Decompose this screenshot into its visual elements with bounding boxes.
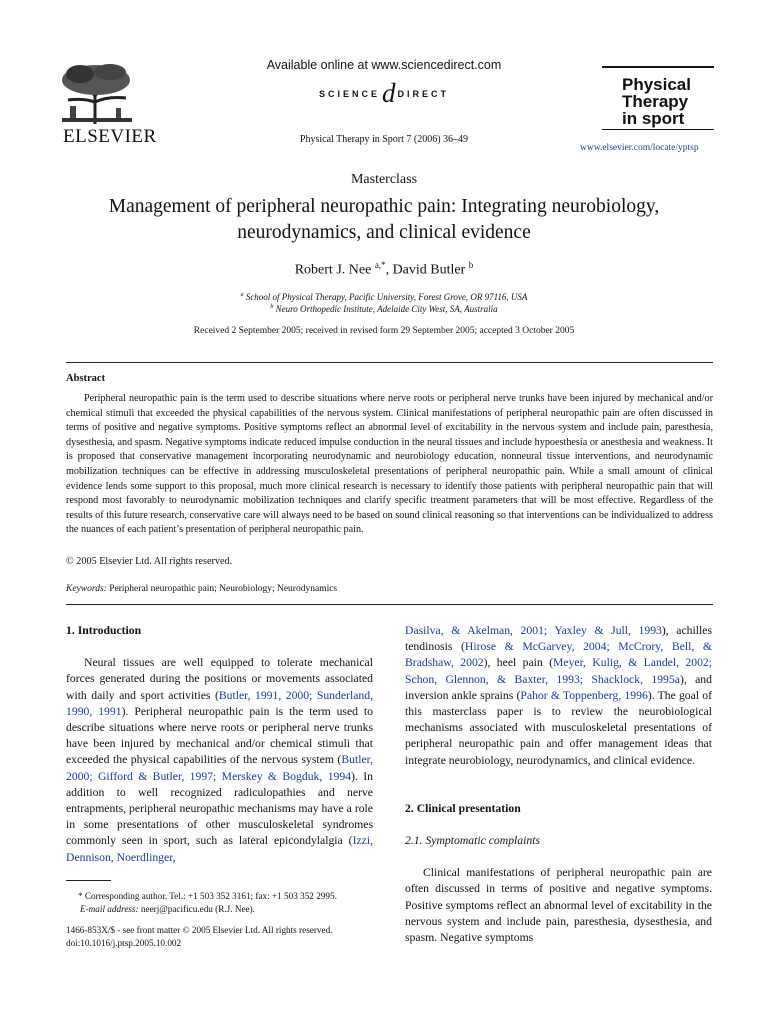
corresponding-star[interactable]: * [381, 260, 386, 270]
front-matter: 1466-853X/$ - see front matter © 2005 Elsevier Ltd. All rights reserved. [66, 925, 333, 935]
section-type: Masterclass [350, 172, 418, 187]
journal-reference: Physical Therapy in Sport 7 (2006) 36–49 [299, 134, 469, 145]
left-column [66, 623, 373, 866]
right-column [405, 623, 712, 946]
sd-mark-icon: d [382, 78, 396, 108]
footnote-email: E-mail address: neerj@pacificu.edu (R.J. Nee). [80, 904, 255, 914]
abstract-body: Peripheral neuropathic pain is the term used to describe situations where nerve roots or peripheral nerve trunks have been injured by mechanical and/or chemical stimuli that exceeded the physical capabilities of the nervous system. Clinical manifestations of peripheral neuropathic pain are often discussed in terms of positive and negative symptoms. Positive symptoms reflect an abnormal level of excitability in the nervous system and include pain, paresthesia, dysesthesia, and spasm. Negative symptoms indicate reduced impulse conduction in the neural tissues and include hypoesthesia or anesthesia and weakness. It is proposed that conservative management incorporating neurodynamic and neurobiology education, nonneural tissue interventions, and neurodynamic mobilization techniques can be effective in addressing musculoskeletal presentations of peripheral neuropathic pain. While a small amount of clinical evidence lends some support to this proposal, much more clinical research is necessary to identify those patients with peripheral neuropathic pain that will respond most favorably to neurodynamic mobilization techniques and clarify specific treatment parameters that will be most effective. Regardless of the results of this future research, conservative care will always need to be based on sound clinical reasoning so that interventions can be individualized to address the nuances of each patient’s presentation of peripheral neuropathic pain. [66, 393, 713, 536]
author-name: , David Butler [385, 262, 466, 278]
keywords [66, 584, 337, 594]
paragraph: Dasilva, & Akelman, 2001; Yaxley & Jull, 1993), achilles tendinosis (Hirose & McGarvey, 2004; McCrory, Bell, & Bradshaw, 2002), heel pain (Meyer, Kulig, & Landel, 2002; Schon, Glennon, & Baxter, 1993; Shacklock, 1995a), and inversion ankle sprains (Pahor & Toppenberg, 1996). The goal of this masterclass paper is to review the neurobiological mechanisms associated with musculoskeletal presentations of peripheral neuropathic pain and offer management ideas that integrate neurobiology, neurodynamics, and clinical evidence. [405, 624, 713, 767]
author-affil-sup: b [468, 260, 474, 270]
journal-title [622, 76, 712, 127]
section-heading-clinical-presentation: 2. Clinical presentation [405, 801, 521, 815]
citation-link[interactable]: Meyer, Kulig, & Landel, 2002; Schon, Glennon, & Baxter, 1993; Shacklock, 1995a [405, 656, 712, 686]
citation-link[interactable]: Butler, 2000; Gifford & Butler, 1997; Merskey & Bogduk, 1994 [66, 753, 373, 783]
journal-title-rule-bottom [602, 129, 714, 130]
article-title: Management of peripheral neuropathic pain: Integrating neurobiology, neurodynamics, and clinical evidence [108, 196, 660, 243]
sd-right-word: DIRECT [397, 89, 449, 99]
journal-title-line: Therapy [622, 92, 689, 111]
keywords-list: Peripheral neuropathic pain; Neurobiology; Neurodynamics [109, 584, 338, 594]
journal-title-line: Physical [622, 75, 691, 94]
available-online: Available online at www.sciencedirect.com [266, 58, 502, 72]
citation-link[interactable]: Pahor & Toppenberg, 1996 [520, 688, 648, 702]
doi[interactable]: doi:10.1016/j.ptsp.2005.10.002 [66, 938, 182, 948]
journal-url-link[interactable]: www.elsevier.com/locate/yptsp [580, 143, 699, 153]
email-link[interactable]: neerj@pacificu.edu (R.J. Nee). [140, 904, 255, 914]
author-line [0, 260, 768, 279]
affiliation-a: $^a$ School of Physical Therapy, Pacific University, Forest Grove, OR 97116, USA [240, 292, 528, 302]
author-name: Robert J. Nee [294, 262, 372, 278]
citation-link[interactable]: Izzi, Dennison, Noerdlinger, [66, 834, 373, 864]
divider [66, 604, 713, 605]
sd-left-word: SCIENCE [318, 89, 380, 99]
author-affil-sup: a, [374, 260, 382, 270]
citation-link[interactable]: Dasilva, & Akelman, 2001; Yaxley & Jull, 1993 [405, 624, 662, 637]
citation-link[interactable]: Butler, 1991, 2000; Sunderland, 1990, 1991 [66, 688, 373, 718]
publisher-name: ELSEVIER [63, 126, 157, 147]
journal-title-rule-top [602, 66, 714, 68]
received-dates: Received 2 September 2005; received in revised form 29 September 2005; accepted 3 October 2005 [193, 326, 575, 336]
journal-title-line: in sport [622, 109, 685, 128]
section-heading-introduction: 1. Introduction [66, 624, 142, 637]
affiliation-b: $^b$ Neuro Orthopedic Institute, Adelaide City West, SA, Australia [270, 304, 498, 314]
footnote-corresponding: * Corresponding author. Tel.: +1 503 352 3161; fax: +1 503 352 2995. [78, 891, 337, 901]
abstract-heading: Abstract [66, 373, 106, 384]
paragraph: Clinical manifestations of peripheral neuropathic pain are often discussed in terms of positive and negative symptoms. Positive symptoms reflect an abnormal level of excitability in the nervous system and include pain, paresthesia, dysesthesia, and spasm. Negative symptoms [405, 866, 712, 945]
divider [66, 362, 713, 363]
footnote-rule [66, 880, 111, 881]
citation-link[interactable]: Hirose & McGarvey, 2004; McCrory, Bell, & Bradshaw, 2002 [405, 640, 713, 670]
paragraph: Neural tissues are well equipped to tolerate mechanical forces generated during the positions or movements associated with daily and sport activities (Butler, 1991, 2000; Sunderland, 1990, 1991). Peripheral neuropathic pain is the term used to describe situations where nerve roots or peripheral nerve trunks have been injured by mechanical and/or chemical stimuli that exceeded the physical capabilities of the nervous system (Butler, 2000; Gifford & Butler, 1997; Merskey & Bogduk, 1994). In addition to well recognized radiculopathies and nerve entrapments, peripheral neuropathic mechanisms may have a role in some presentations of other musculoskeletal syndromes commonly seen in sport, such as lateral epicondylalgia (Izzi, Dennison, Noerdlinger, [66, 656, 374, 864]
abstract-copyright: © 2005 Elsevier Ltd. All rights reserved. [66, 556, 233, 567]
keywords-label: Keywords: [66, 584, 107, 594]
subsection-heading: 2.1. Symptomatic complaints [405, 834, 541, 848]
